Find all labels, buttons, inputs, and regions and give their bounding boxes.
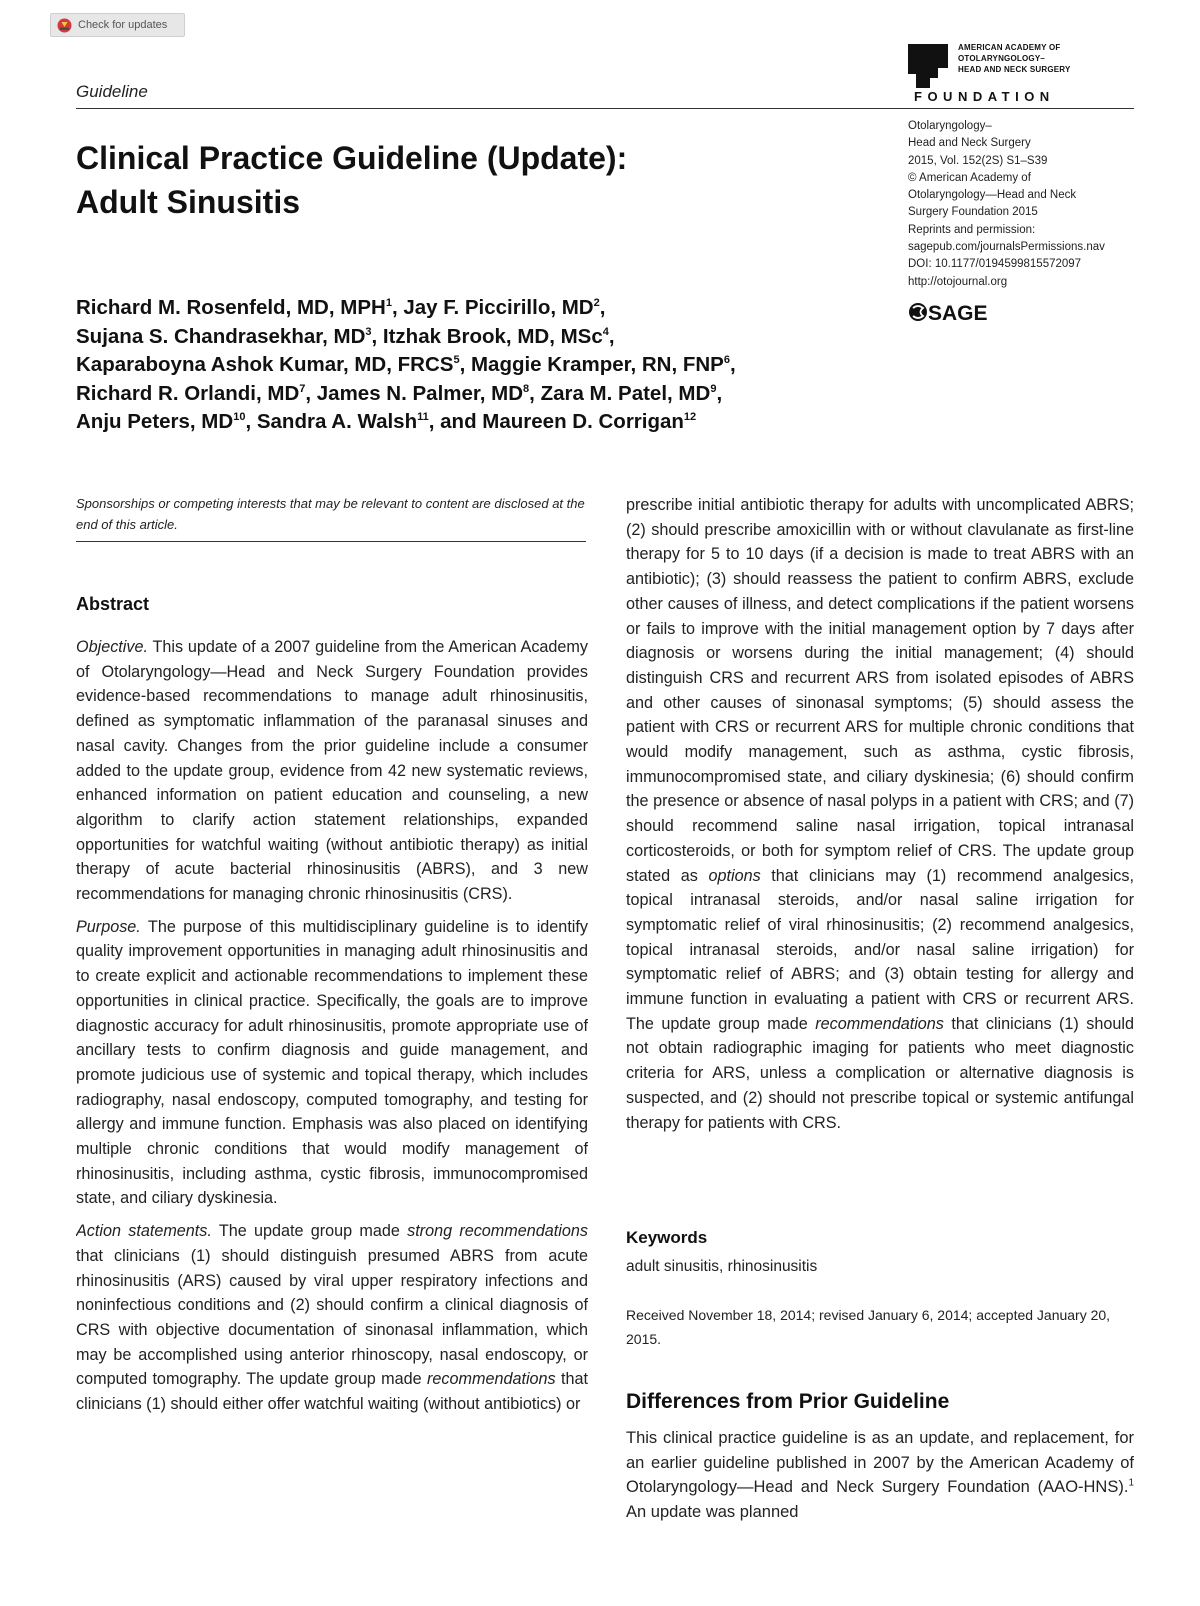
meta-line: 2015, Vol. 152(2S) S1–S39 [908, 154, 1048, 167]
author: Kaparaboyna Ashok Kumar, MD, FRCS [76, 353, 454, 376]
keywords-heading: Keywords [626, 1228, 708, 1247]
author-list: Richard M. Rosenfeld, MD, MPH$^1$, Jay F. Piccirillo, $MD^2$, Sujana S. Chandrasekhar, $MD^3$, Itzhak Brook, MD, MSc$^4$, Kaparaboyna Ashok Kumar, MD, FRCS$^5$, Maggie Kramper, RN, FNP$^6$, Richard R. Orlandi, $MD^7$, James N. Palmer, $MD^8$, Zara M. Patel, $MD^9$, Anju Peters, MD$^{10}$, Sandra A. Walsh$^{11}$, and Maureen D. Corrigan$^{12}$ [76, 296, 736, 433]
journal-link[interactable]: http://otojournal.org [908, 275, 1008, 288]
reference-marker[interactable]: 1 [1128, 1477, 1134, 1489]
check-for-updates-badge[interactable] [50, 13, 185, 37]
author: Sujana S. Chandrasekhar, MD [76, 324, 366, 348]
article-title: Clinical Practice Guideline (Update): Adult Sinusitis [76, 140, 628, 220]
meta-line: Head and Neck Surgery [908, 137, 1031, 150]
crossmark-icon [57, 18, 72, 33]
abstract-action-statements: Action statements. The update group made strong recommendations that clinicians (1) should distinguish presumed ABRS from acute rhinosinusitis (ARS) caused by viral upper respiratory infections and noninfectious conditions and (2) should confirm a clinical diagnosis of CRS with objective documentation of sinonasal inflammation, which may be accomplished using anterior rhinoscopy, nasal endoscopy, or computed tomography. The update group made recommendations that clinicians (1) should either offer watchful waiting (without antibiotics) or [76, 1222, 588, 1414]
journal-metadata [908, 118, 1138, 291]
foundation-mark-icon [908, 44, 952, 88]
abstract-right-column [626, 493, 1134, 1183]
author: Maggie Kramper, RN, FNP [470, 353, 724, 376]
meta-line: Otolaryngology– [908, 120, 992, 132]
meta-line: © American Academy of [908, 171, 1031, 184]
abstract-objective: Objective. This update of a 2007 guideline from the American Academy of Otolaryngology—Head and Neck Surgery Foundation provides evidence-based recommendations to manage adult rhinosinusitis, defined as symptomatic inflammation of the paranasal sinuses and nasal cavity. Changes from the prior guideline include a consumer added to the update group, evidence from 42 new systematic reviews, enhanced information on patient education and counseling, a new algorithm to clarify action statement relationships, expanded opportunities for watchful waiting (without antibiotic therapy) as initial therapy of acute bacterial rhinosinusitis (ABRS), and 3 new recommendations for managing chronic rhinosinusitis (CRS). [76, 638, 588, 904]
keywords-list: adult sinusitis, rhinosinusitis [626, 1258, 818, 1275]
section-label: Guideline [76, 82, 148, 101]
author: Maureen D. Corrigan [482, 410, 684, 433]
sage-wordmark: SAGE [928, 302, 988, 324]
abstract-heading: Abstract [76, 594, 150, 614]
abstract-left-column [76, 635, 588, 1555]
author: Jay F. Piccirillo, MD [403, 296, 594, 319]
sage-swirl-icon [909, 303, 927, 321]
differences-heading: Differences from Prior Guideline [626, 1390, 950, 1413]
permissions-link[interactable]: sagepub.com/journalsPermissions.nav [908, 241, 1105, 254]
author: Anju Peters, MD [76, 410, 234, 433]
abstract-action-continued: prescribe initial antibiotic therapy for adults with uncomplicated ABRS; (2) should prescribe amoxicillin with or without clavulanate as first-line therapy for 5 to 10 days (if a decision is made to treat ABRS with an antibiotic); (3) should reassess the patient to confirm ABRS, exclude other causes of illness, and detect complications if the patient worsens or fails to improve with the initial management option by 7 days after diagnosis or worsens during the initial management; (4) should distinguish CRS and recurrent ARS from isolated episodes of ABRS and other causes of sinonasal symptoms; (5) should assess the patient with CRS or recurrent ARS for multiple chronic conditions that would modify management, such as asthma, cystic fibrosis, immunocompromised state, and ciliary dyskinesia; (6) should confirm the presence or absence of nasal polyps in a patient with CRS; and (7) should recommend saline nasal irrigation, topical intranasal corticosteroids, or both for symptom relief of CRS. The update group stated as options that clinicians may (1) recommend analgesics, topical intranasal steroids, and/or nasal saline irrigation for symptomatic relief of viral rhinosinusitis; (2) recommend analgesics, topical intranasal steroids, and/or nasal saline irrigation) for symptomatic relief of ABRS; and (3) obtain testing for allergy and immune function in evaluating a patient with CRS or recurrent ARS. The update group made recommendations that clinicians (1) should not obtain radiographic imaging for patients who meet diagnostic criteria for ARS, unless a complication or alternative diagnosis is suspected, and (2) should not prescribe topical or systemic antifungal therapy for patients with CRS. [626, 496, 1134, 1132]
author: James N. Palmer, MD [316, 381, 524, 405]
logo-foundation-word: FOUNDATION [914, 89, 1055, 104]
sponsorship-divider [76, 541, 586, 542]
meta-line: Otolaryngology—Head and Neck [908, 189, 1077, 202]
author: Richard M. Rosenfeld, MD, MPH [76, 296, 386, 319]
meta-line: Reprints and permission: [908, 223, 1036, 236]
meta-line: Surgery Foundation 2015 [908, 206, 1038, 219]
check-for-updates-label: Check for updates [78, 19, 168, 31]
author: Zara M. Patel, MD [540, 381, 711, 405]
abstract-purpose: Purpose. The purpose of this multidisciplinary guideline is to identify quality improvement opportunities in managing adult rhinosinusitis and to create explicit and actionable recommendations to implement these opportunities in clinical practice. Specifically, the goals are to improve diagnostic accuracy for adult rhinosinusitis, promote appropriate use of ancillary tests to confirm diagnosis and guide management, and promote judicious use of systemic and topical therapy, which includes radiography, nasal endoscopy, computed tomography, and testing for allergy and immune function. Emphasis was also placed on identifying multiple chronic conditions that would modify management of rhinosinusitis, including asthma, cystic fibrosis, immunocompromised state, and ciliary dyskinesia. [76, 917, 588, 1208]
author: Sandra A. Walsh [256, 410, 418, 433]
author: Itzhak Brook, MD, MSc [382, 324, 603, 348]
doi-link[interactable]: DOI: 10.1177/0194599815572097 [908, 258, 1082, 271]
differences-body: This clinical practice guideline is as an update, and replacement, for an earlier guideline published in 2007 by the American Academy of Otolaryngology—Head and Neck Surgery Foundation (AAO-HNS).$^1$ An update was planned [626, 1429, 1134, 1522]
received-dates: Received November 18, 2014; revised January 6, 2014; accepted January 20, 2015. [626, 1307, 1111, 1347]
logo-org-name: AMERICAN ACADEMY OF OTOLARYNGOLOGY– HEAD AND NECK SURGERY [958, 43, 1071, 74]
aao-hns-foundation-logo [908, 40, 1148, 110]
author: Richard R. Orlandi, MD [76, 381, 300, 405]
sponsorship-note: Sponsorships or competing interests that may be relevant to content are disclosed at the end of this article. [76, 496, 585, 532]
sage-logo [908, 300, 998, 324]
